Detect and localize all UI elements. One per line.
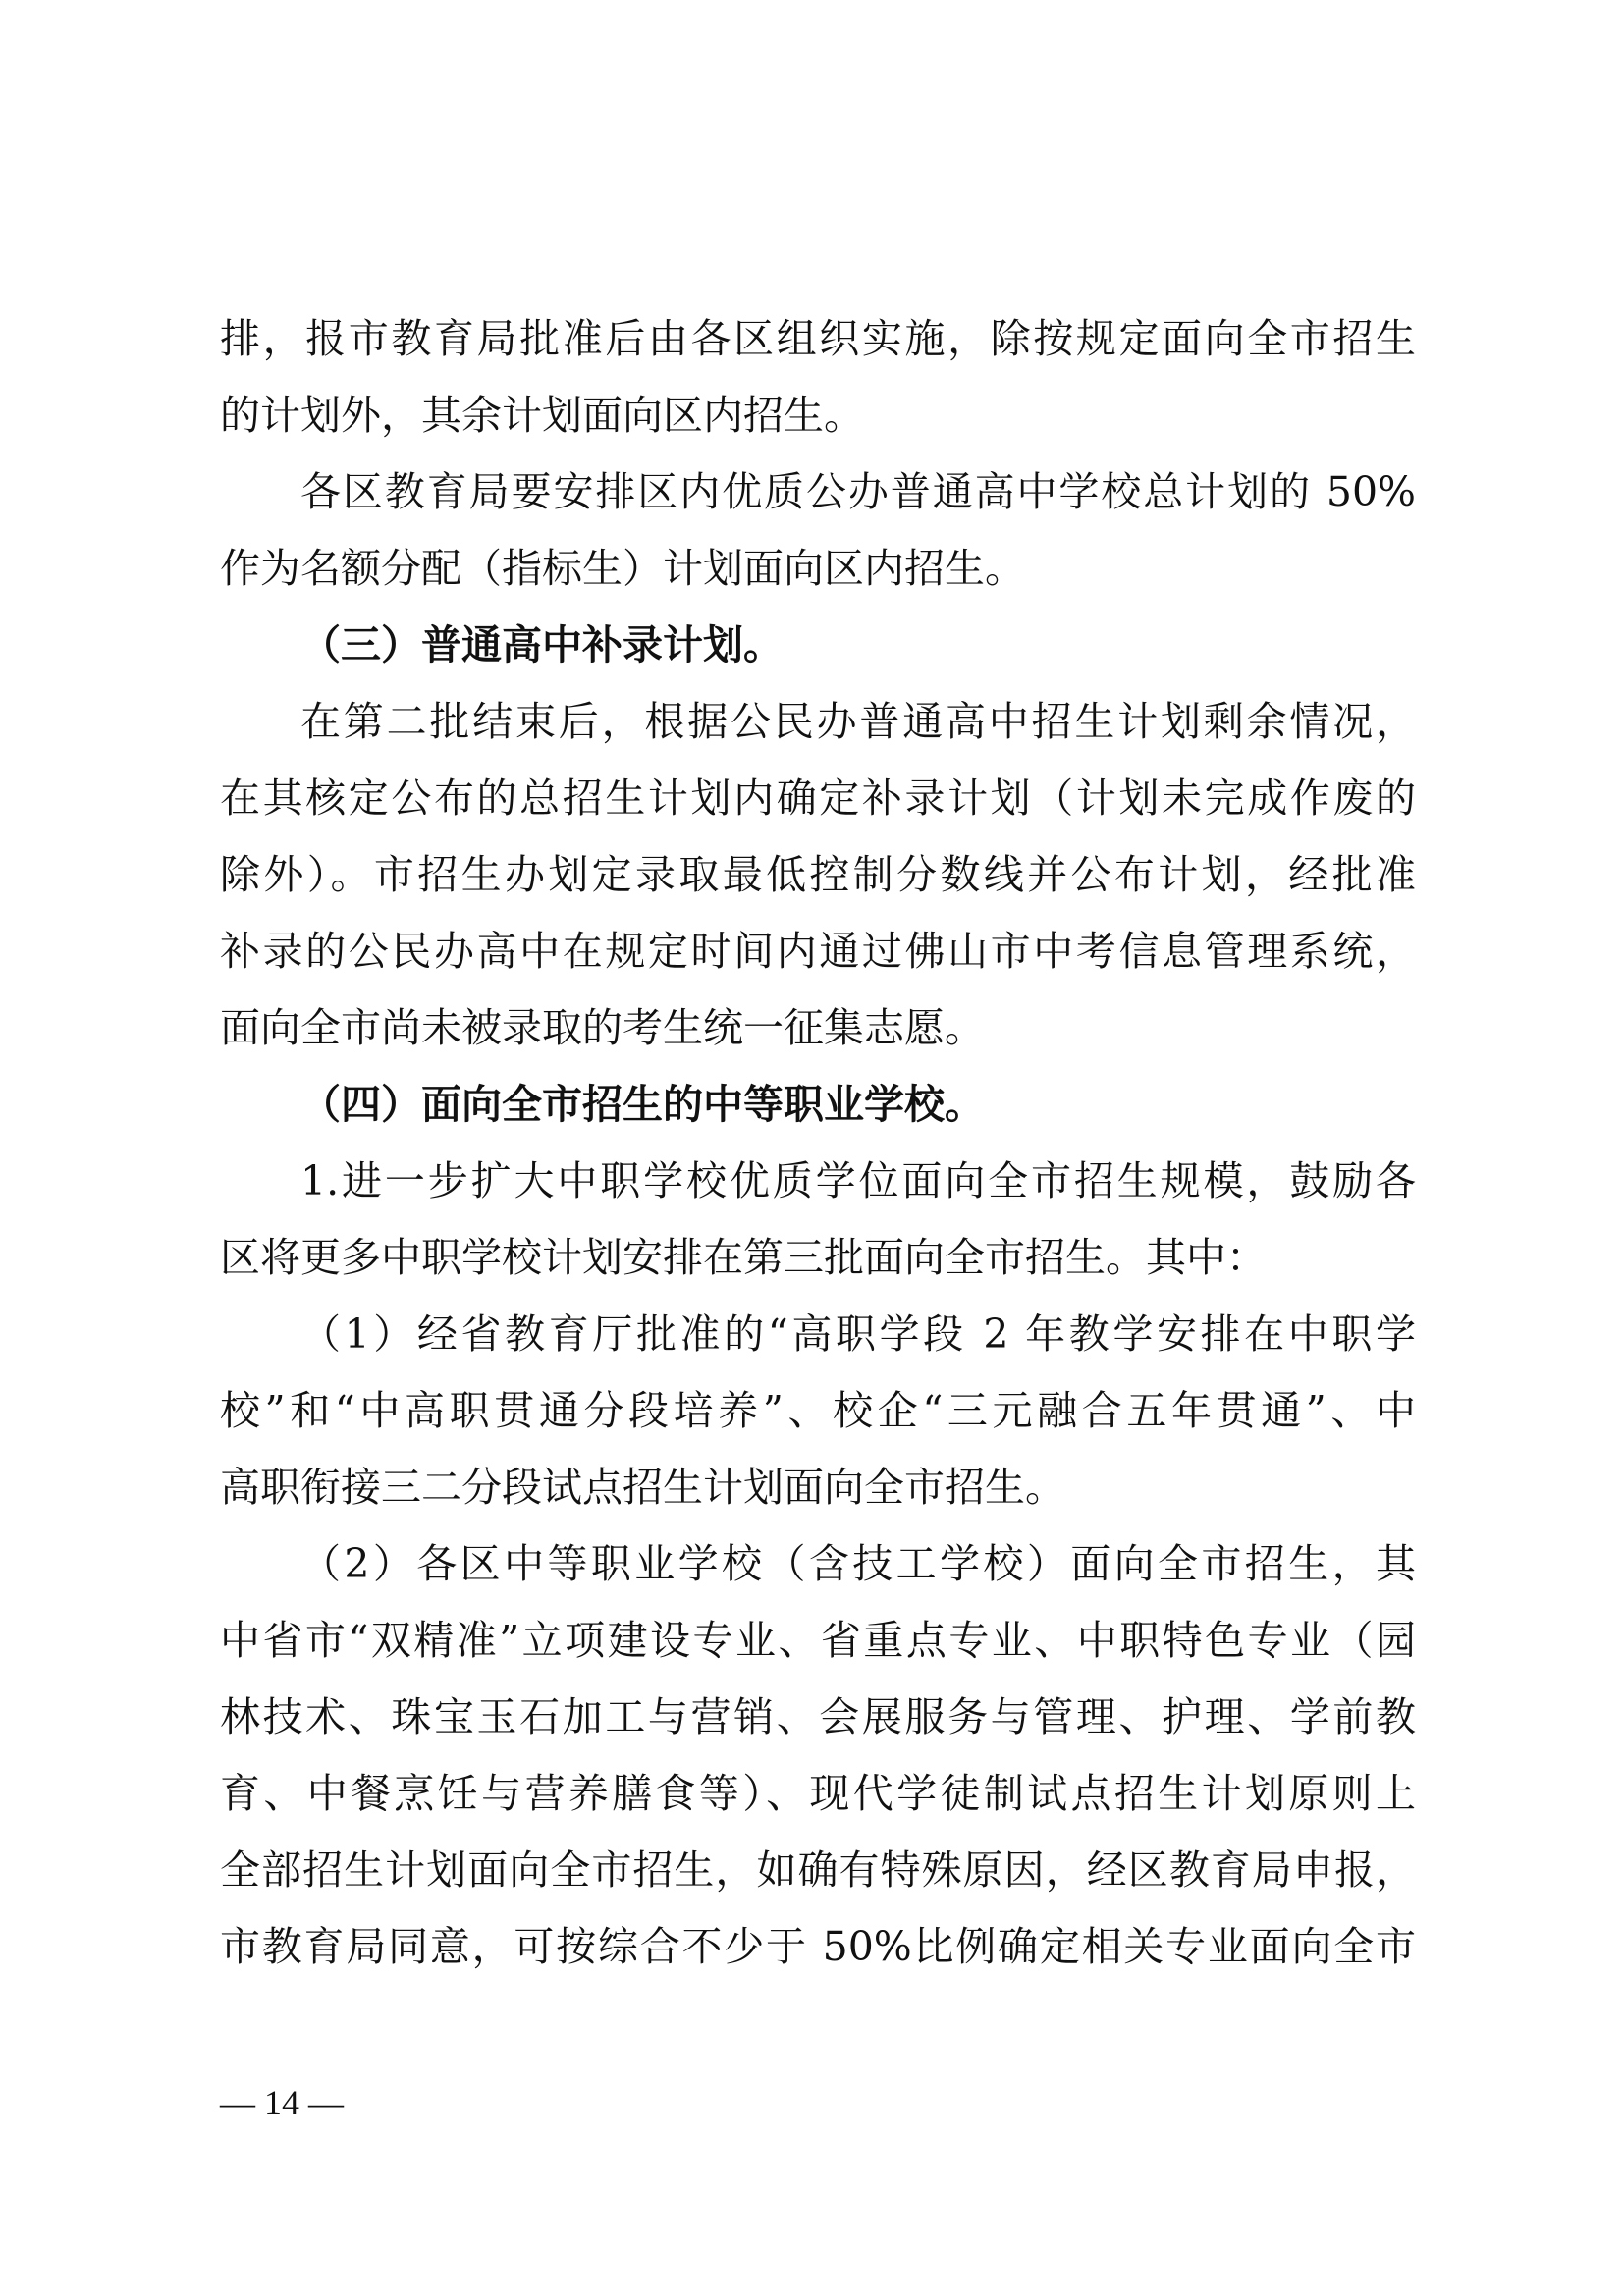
paragraph-line: 林技术、珠宝玉石加工与营销、会展服务与管理、护理、学前教: [220, 1693, 1416, 1740]
paragraph-line: 育、中餐烹饪与营养膳食等）、现代学徒制试点招生计划原则上: [220, 1770, 1416, 1817]
paragraph-line: 排，报市教育局批准后由各区组织实施，除按规定面向全市招生: [220, 315, 1416, 362]
paragraph-line: 除外）。市招生办划定录取最低控制分数线并公布计划，经批准: [220, 851, 1416, 898]
paragraph-line: 面向全市尚未被录取的考生统一征集志愿。: [220, 1004, 985, 1051]
paragraph-line: 各区教育局要安排区内优质公办普通高中学校总计划的 50%: [300, 468, 1416, 515]
paragraph-line: 市教育局同意，可按综合不少于 50%比例确定相关专业面向全市: [220, 1923, 1416, 1970]
paragraph-line: 的计划外，其余计划面向区内招生。: [220, 392, 864, 439]
paragraph-line: 全部招生计划面向全市招生，如确有特殊原因，经区教育局申报，: [220, 1846, 1416, 1894]
paragraph-line: 中省市“双精准”立项建设专业、省重点专业、中职特色专业（园: [220, 1617, 1416, 1664]
paragraph-line: 1.进一步扩大中职学校优质学位面向全市招生规模，鼓励各: [300, 1157, 1416, 1204]
paragraph-line: （1）经省教育厅批准的“高职学段 2 年教学安排在中职学: [300, 1310, 1416, 1358]
paragraph-line: 补录的公民办高中在规定时间内通过佛山市中考信息管理系统，: [220, 928, 1416, 975]
paragraph-line: 作为名额分配（指标生）计划面向区内招生。: [220, 545, 1025, 592]
paragraph-line: 校”和“中高职贯通分段培养”、校企“三元融合五年贯通”、中: [220, 1387, 1416, 1434]
section-heading-3: （三）普通高中补录计划。: [300, 621, 784, 668]
paragraph-line: （2）各区中等职业学校（含技工学校）面向全市招生，其: [300, 1540, 1416, 1587]
paragraph-line: 高职衔接三二分段试点招生计划面向全市招生。: [220, 1464, 1065, 1511]
page-number: — 14 —: [220, 2083, 344, 2122]
paragraph-line: 在第二批结束后，根据公民办普通高中招生计划剩余情况，: [300, 698, 1416, 745]
section-heading-4: （四）面向全市招生的中等职业学校。: [300, 1081, 985, 1128]
document-body: [220, 300, 1416, 1985]
paragraph-line: 在其核定公布的总招生计划内确定补录计划（计划未完成作废的: [220, 774, 1416, 822]
paragraph-line: 区将更多中职学校计划安排在第三批面向全市招生。其中：: [220, 1234, 1267, 1281]
